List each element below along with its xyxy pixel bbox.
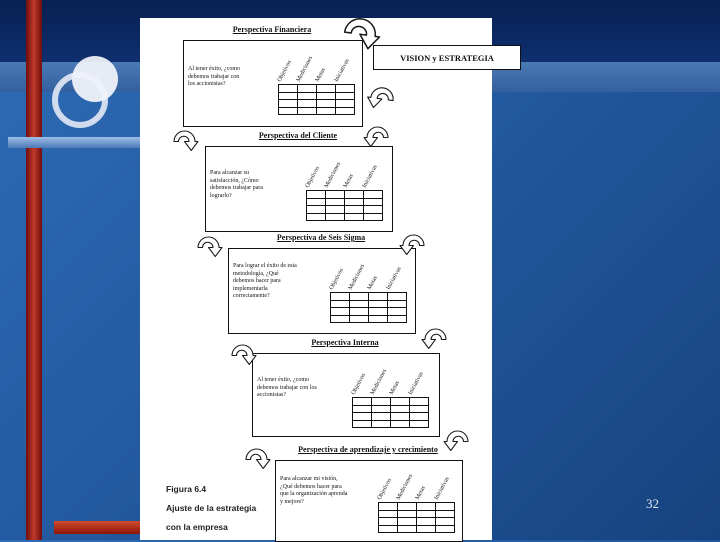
table-cell — [436, 518, 455, 526]
section-question: Para alcanzar mi visión, ¿Qué debemos hacer para que la organización aprenda y mejore? — [280, 476, 348, 505]
vision-strategy-box — [373, 45, 521, 70]
column-header: Iniciativas — [407, 371, 425, 396]
section-question: Para alcanzar su satisfacción, ¿Cómo debemos trabajar para lograrlo? — [210, 170, 263, 199]
kpi-table-headers — [278, 48, 356, 84]
column-header: Mediciones — [295, 55, 315, 83]
table-cell — [331, 308, 350, 316]
empty-grid — [306, 190, 383, 221]
kpi-table — [352, 361, 430, 428]
table-cell — [279, 107, 298, 115]
section-perspectiva-interna — [252, 338, 438, 435]
table-cell — [379, 518, 398, 526]
kpi-table-headers — [306, 154, 384, 190]
curved-arrow-icon — [333, 2, 393, 53]
section-question: Al tener éxito, ¿como debemos trabajar con los accionistas? — [257, 377, 317, 398]
section-title: Perspectiva de aprendizaje y crecimiento — [298, 445, 438, 454]
table-cell — [398, 525, 417, 533]
table-cell — [350, 293, 369, 301]
table-cell — [398, 503, 417, 511]
table-cell — [372, 398, 391, 406]
column-header: Iniciativas — [433, 476, 451, 501]
left-blue-bar — [8, 137, 140, 148]
curved-arrow-icon — [396, 226, 428, 256]
table-cell — [336, 100, 355, 108]
curved-arrow-icon — [418, 320, 450, 350]
table-cell — [331, 293, 350, 301]
page-number: 32 — [646, 496, 659, 511]
table-cell — [353, 420, 372, 428]
section-perspectiva-financiera — [183, 25, 361, 125]
column-header: Objetivos — [328, 267, 345, 291]
decor-ring — [52, 72, 108, 128]
table-cell — [369, 293, 388, 301]
table-cell — [364, 198, 383, 206]
table-cell — [369, 308, 388, 316]
table-cell — [326, 206, 345, 214]
table-cell — [379, 503, 398, 511]
empty-grid — [378, 502, 455, 533]
table-cell — [317, 107, 336, 115]
table-cell — [417, 510, 436, 518]
table-cell — [388, 315, 407, 323]
table-cell — [417, 518, 436, 526]
figure-caption-line2: Ajuste de la estrategia — [166, 503, 257, 513]
section-perspectiva-seis-sigma — [228, 233, 414, 332]
column-header: Mediciones — [347, 263, 367, 291]
table-cell — [336, 85, 355, 93]
kpi-table — [306, 154, 384, 221]
table-cell — [379, 525, 398, 533]
column-header: Objetivos — [376, 477, 393, 501]
table-cell — [391, 420, 410, 428]
curved-arrow-icon — [170, 122, 202, 152]
table-cell — [331, 315, 350, 323]
curved-arrow-icon — [360, 118, 392, 148]
table-cell — [388, 293, 407, 301]
column-header: Metas — [314, 67, 327, 83]
column-header: Metas — [366, 275, 379, 291]
table-cell — [410, 405, 429, 413]
table-cell — [298, 85, 317, 93]
table-cell — [398, 510, 417, 518]
kpi-table — [330, 256, 408, 323]
curved-arrow-icon — [194, 228, 226, 258]
column-header: Metas — [414, 485, 427, 501]
section-title: Perspectiva Financiera — [232, 25, 312, 34]
table-cell — [353, 413, 372, 421]
kpi-table-headers — [378, 466, 456, 502]
table-cell — [345, 206, 364, 214]
empty-grid — [278, 84, 355, 115]
table-cell — [336, 107, 355, 115]
table-cell — [326, 198, 345, 206]
table-cell — [436, 510, 455, 518]
table-cell — [279, 92, 298, 100]
bottom-red-bar — [54, 521, 140, 534]
figure-caption-line1: Figura 6.4 — [166, 484, 207, 494]
table-cell — [369, 315, 388, 323]
table-cell — [307, 213, 326, 221]
table-cell — [331, 300, 350, 308]
table-cell — [410, 420, 429, 428]
section-question: Al tener éxito, ¿como debemos trabajar con los accionistas? — [188, 66, 240, 87]
table-cell — [391, 405, 410, 413]
table-cell — [372, 405, 391, 413]
table-cell — [388, 308, 407, 316]
table-cell — [279, 100, 298, 108]
table-cell — [317, 92, 336, 100]
column-header: Iniciativas — [361, 164, 379, 189]
curved-arrow-icon — [228, 336, 260, 366]
table-cell — [372, 413, 391, 421]
curved-arrow-icon — [242, 440, 274, 470]
table-cell — [350, 308, 369, 316]
column-header: Metas — [342, 173, 355, 189]
table-cell — [298, 92, 317, 100]
table-cell — [317, 100, 336, 108]
figure-caption-line3: con la empresa — [166, 522, 228, 532]
empty-grid — [330, 292, 407, 323]
kpi-table-headers — [330, 256, 408, 292]
curved-arrow-icon — [440, 422, 472, 452]
table-cell — [364, 206, 383, 214]
table-cell — [372, 420, 391, 428]
table-cell — [417, 503, 436, 511]
vision-strategy-label: VISION y ESTRATEGIA — [400, 52, 494, 63]
column-header: Objetivos — [304, 165, 321, 189]
section-perspectiva-cliente — [205, 131, 391, 230]
table-cell — [364, 213, 383, 221]
kpi-table — [378, 466, 456, 533]
table-cell — [317, 85, 336, 93]
table-cell — [345, 198, 364, 206]
column-header: Metas — [388, 380, 401, 396]
table-cell — [326, 213, 345, 221]
table-cell — [417, 525, 436, 533]
table-cell — [298, 100, 317, 108]
section-title: Perspectiva de Seis Sigma — [276, 233, 366, 242]
column-header: Objetivos — [276, 59, 293, 83]
table-cell — [298, 107, 317, 115]
table-cell — [436, 525, 455, 533]
table-cell — [307, 206, 326, 214]
table-cell — [336, 92, 355, 100]
left-red-stripe — [26, 0, 42, 540]
empty-grid — [352, 397, 429, 428]
column-header: Iniciativas — [333, 58, 351, 83]
curved-arrow-icon — [362, 76, 400, 112]
column-header: Objetivos — [350, 372, 367, 396]
table-cell — [350, 315, 369, 323]
table-cell — [391, 398, 410, 406]
table-cell — [410, 398, 429, 406]
table-cell — [279, 85, 298, 93]
table-cell — [353, 405, 372, 413]
table-cell — [307, 198, 326, 206]
kpi-table — [278, 48, 356, 115]
table-cell — [391, 413, 410, 421]
table-cell — [388, 300, 407, 308]
table-cell — [410, 413, 429, 421]
table-cell — [369, 300, 388, 308]
column-header: Mediciones — [369, 368, 389, 396]
section-perspectiva-aprendizaje — [275, 445, 461, 540]
section-question: Para lograr el éxito de esta metodología, ¿Qué debemos hacer para implementarla correctamente? — [233, 263, 297, 299]
section-title: Perspectiva Interna — [311, 338, 379, 347]
column-header: Iniciativas — [385, 266, 403, 291]
table-cell — [436, 503, 455, 511]
table-cell — [350, 300, 369, 308]
table-cell — [307, 191, 326, 199]
table-cell — [398, 518, 417, 526]
section-title: Perspectiva del Cliente — [258, 131, 338, 140]
table-cell — [353, 398, 372, 406]
table-cell — [345, 213, 364, 221]
kpi-table-headers — [352, 361, 430, 397]
column-header: Mediciones — [323, 161, 343, 189]
table-cell — [345, 191, 364, 199]
table-cell — [326, 191, 345, 199]
table-cell — [364, 191, 383, 199]
column-header: Mediciones — [395, 473, 415, 501]
table-cell — [379, 510, 398, 518]
